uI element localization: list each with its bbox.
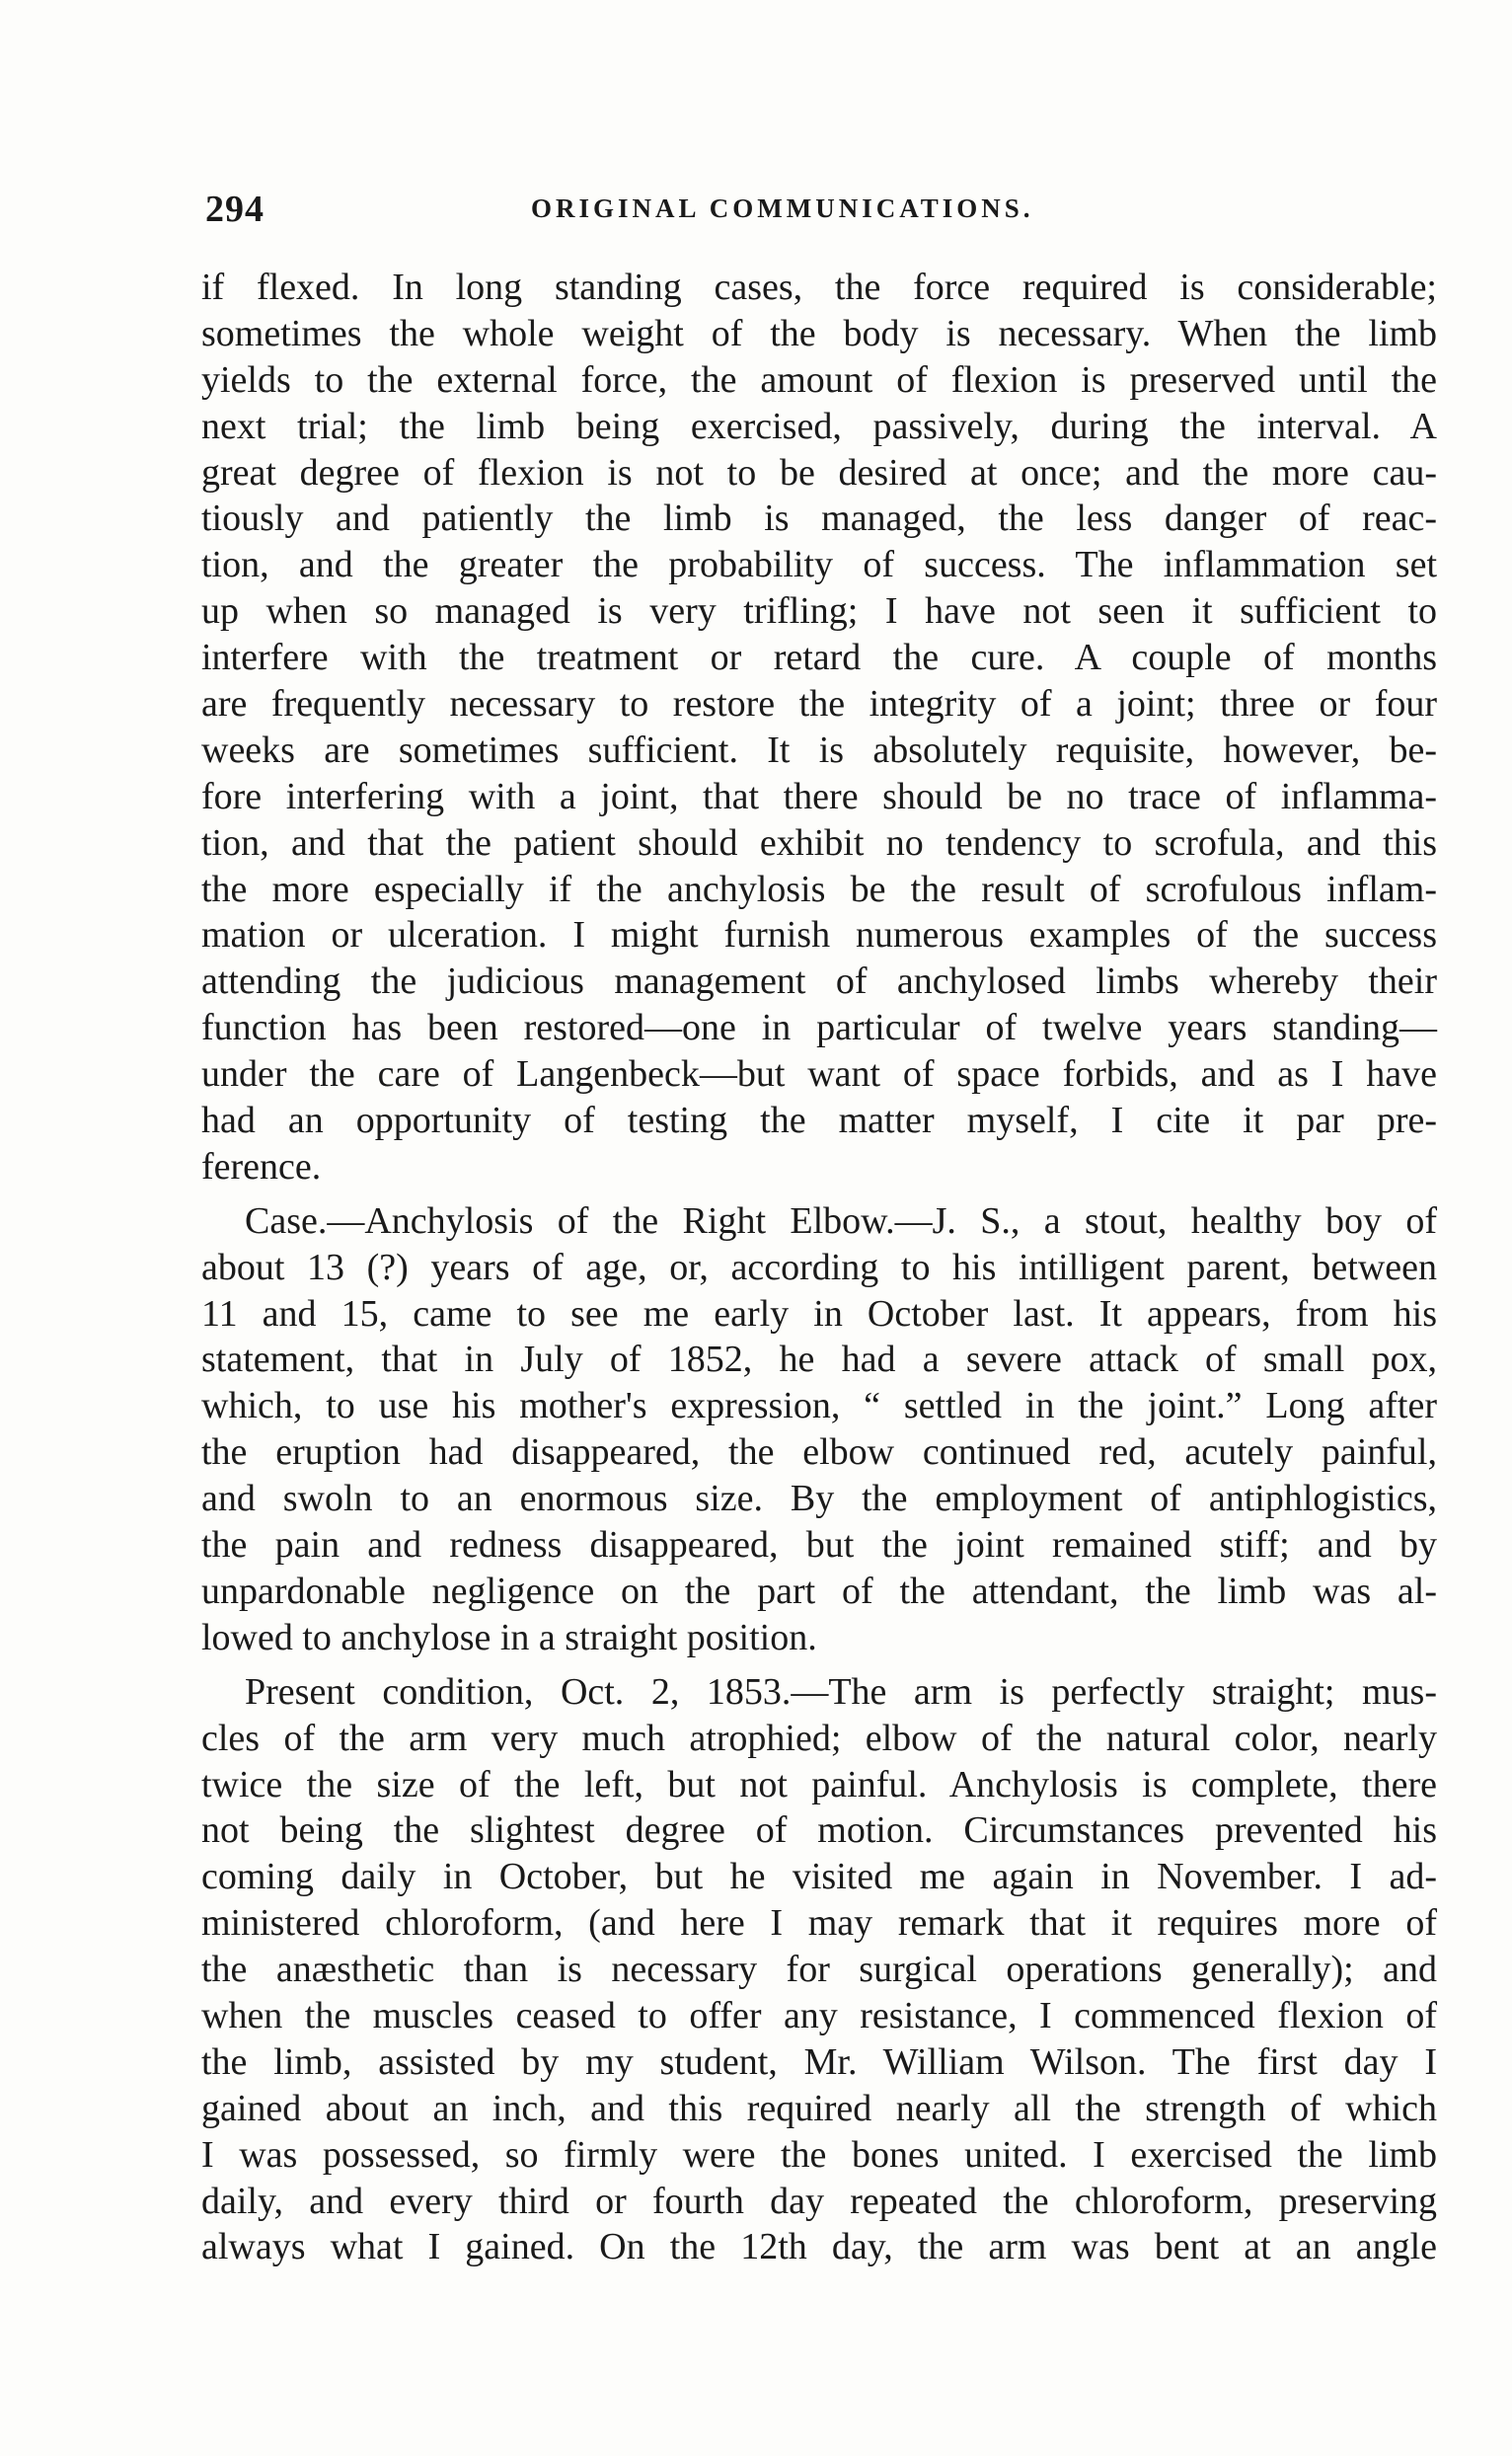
text-line: cles of the arm very much atrophied; elbow of the natural color, nearly — [201, 1717, 1437, 1759]
paragraph-gap — [201, 1190, 1437, 1198]
text-line: up when so managed is very trifling; I have not seen it sufficient to — [201, 590, 1437, 633]
text-line: gained about an inch, and this required nearly all the strength of which — [201, 2087, 1437, 2129]
text-line: Case.—Anchylosis of the Right Elbow.—J. S., a stout, healthy boy of — [245, 1199, 1437, 1242]
text-line: ference. — [201, 1145, 322, 1188]
text-line: about 13 (?) years of age, or, according to his intilligent parent, between — [201, 1246, 1437, 1288]
text-line: I was possessed, so firmly were the bones united. I exercised the limb — [201, 2133, 1437, 2176]
text-line: next trial; the limb being exercised, passively, during the interval. A — [201, 405, 1437, 447]
text-line: function has been restored—one in particular of twelve years standing— — [201, 1007, 1437, 1049]
text-line: ministered chloroform, (and here I may remark that it requires more of — [201, 1902, 1437, 1945]
text-line: 11 and 15, came to see me early in October last. It appears, from his — [201, 1292, 1437, 1335]
text-line: are frequently necessary to restore the integrity of a joint; three or four — [201, 683, 1437, 726]
paragraph-present-condition — [201, 1669, 1437, 2271]
text-line: had an opportunity of testing the matter myself, I cite it par pre- — [201, 1100, 1437, 1142]
text-line: twice the size of the left, but not painful. Anchylosis is complete, there — [201, 1763, 1437, 1805]
text-line: the pain and redness disappeared, but the joint remained stiff; and by — [201, 1524, 1437, 1567]
text-line: lowed to anchylose in a straight position. — [201, 1616, 817, 1658]
text-line: daily, and every third or fourth day repeated the chloroform, preserving — [201, 2180, 1437, 2222]
running-title: ORIGINAL COMMUNICATIONS. — [531, 193, 1034, 223]
text-line: mation or ulceration. I might furnish numerous examples of the success — [201, 914, 1437, 957]
text-line: attending the judicious management of anchylosed limbs whereby their — [201, 960, 1437, 1003]
text-line: under the care of Langenbeck—but want of space forbids, and as I have — [201, 1053, 1437, 1096]
text-line: tiously and patiently the limb is managed, the less danger of reac- — [201, 498, 1437, 540]
running-head — [205, 188, 1439, 237]
text-line: when the muscles ceased to offer any resistance, I commenced flexion of — [201, 1994, 1437, 2036]
text-line: the more especially if the anchylosis be the result of scrofulous inflam- — [201, 868, 1437, 910]
paragraph-case-report — [201, 1198, 1437, 1661]
text-line: Present condition, Oct. 2, 1853.—The arm is perfectly straight; mus- — [245, 1670, 1437, 1713]
text-line: fore interfering with a joint, that there should be no trace of inflamma- — [201, 775, 1437, 817]
text-line: the anæsthetic than is necessary for surgical operations generally); and — [201, 1949, 1437, 1991]
text-line: not being the slightest degree of motion. Circumstances prevented his — [201, 1809, 1437, 1852]
text-line: tion, and the greater the probability of success. The inflammation set — [201, 544, 1437, 586]
paragraph-gap — [201, 1661, 1437, 1669]
text-line: interfere with the treatment or retard the cure. A couple of months — [201, 637, 1437, 679]
text-line: sometimes the whole weight of the body is necessary. When the limb — [201, 312, 1437, 354]
text-line: and swoln to an enormous size. By the employment of antiphlogistics, — [201, 1478, 1437, 1520]
text-line: which, to use his mother's expression, “ settled in the joint.” Long after — [201, 1385, 1437, 1427]
text-line: the limb, assisted by my student, Mr. William Wilson. The first day I — [201, 2040, 1437, 2083]
body-text — [201, 265, 1437, 2270]
text-line: great degree of flexion is not to be desired at once; and the more cau- — [201, 451, 1437, 494]
text-line: yields to the external force, the amount of flexion is preserved until the — [201, 358, 1437, 401]
text-line: coming daily in October, but he visited me again in November. I ad- — [201, 1856, 1437, 1898]
text-line: if flexed. In long standing cases, the force required is considerable; — [201, 267, 1437, 308]
text-line: the eruption had disappeared, the elbow continued red, acutely painful, — [201, 1431, 1437, 1474]
paragraph-flexion-method — [201, 265, 1437, 1190]
text-line: unpardonable negligence on the part of the attendant, the limb was al- — [201, 1570, 1437, 1612]
text-line: tion, and that the patient should exhibit no tendency to scrofula, and this — [201, 821, 1437, 864]
page-number: 294 — [205, 189, 265, 230]
text-line: weeks are sometimes sufficient. It is absolutely requisite, however, be- — [201, 729, 1437, 771]
text-line: always what I gained. On the 12th day, the arm was bent at an angle — [201, 2226, 1437, 2268]
text-line: statement, that in July of 1852, he had a severe attack of small pox, — [201, 1339, 1437, 1381]
